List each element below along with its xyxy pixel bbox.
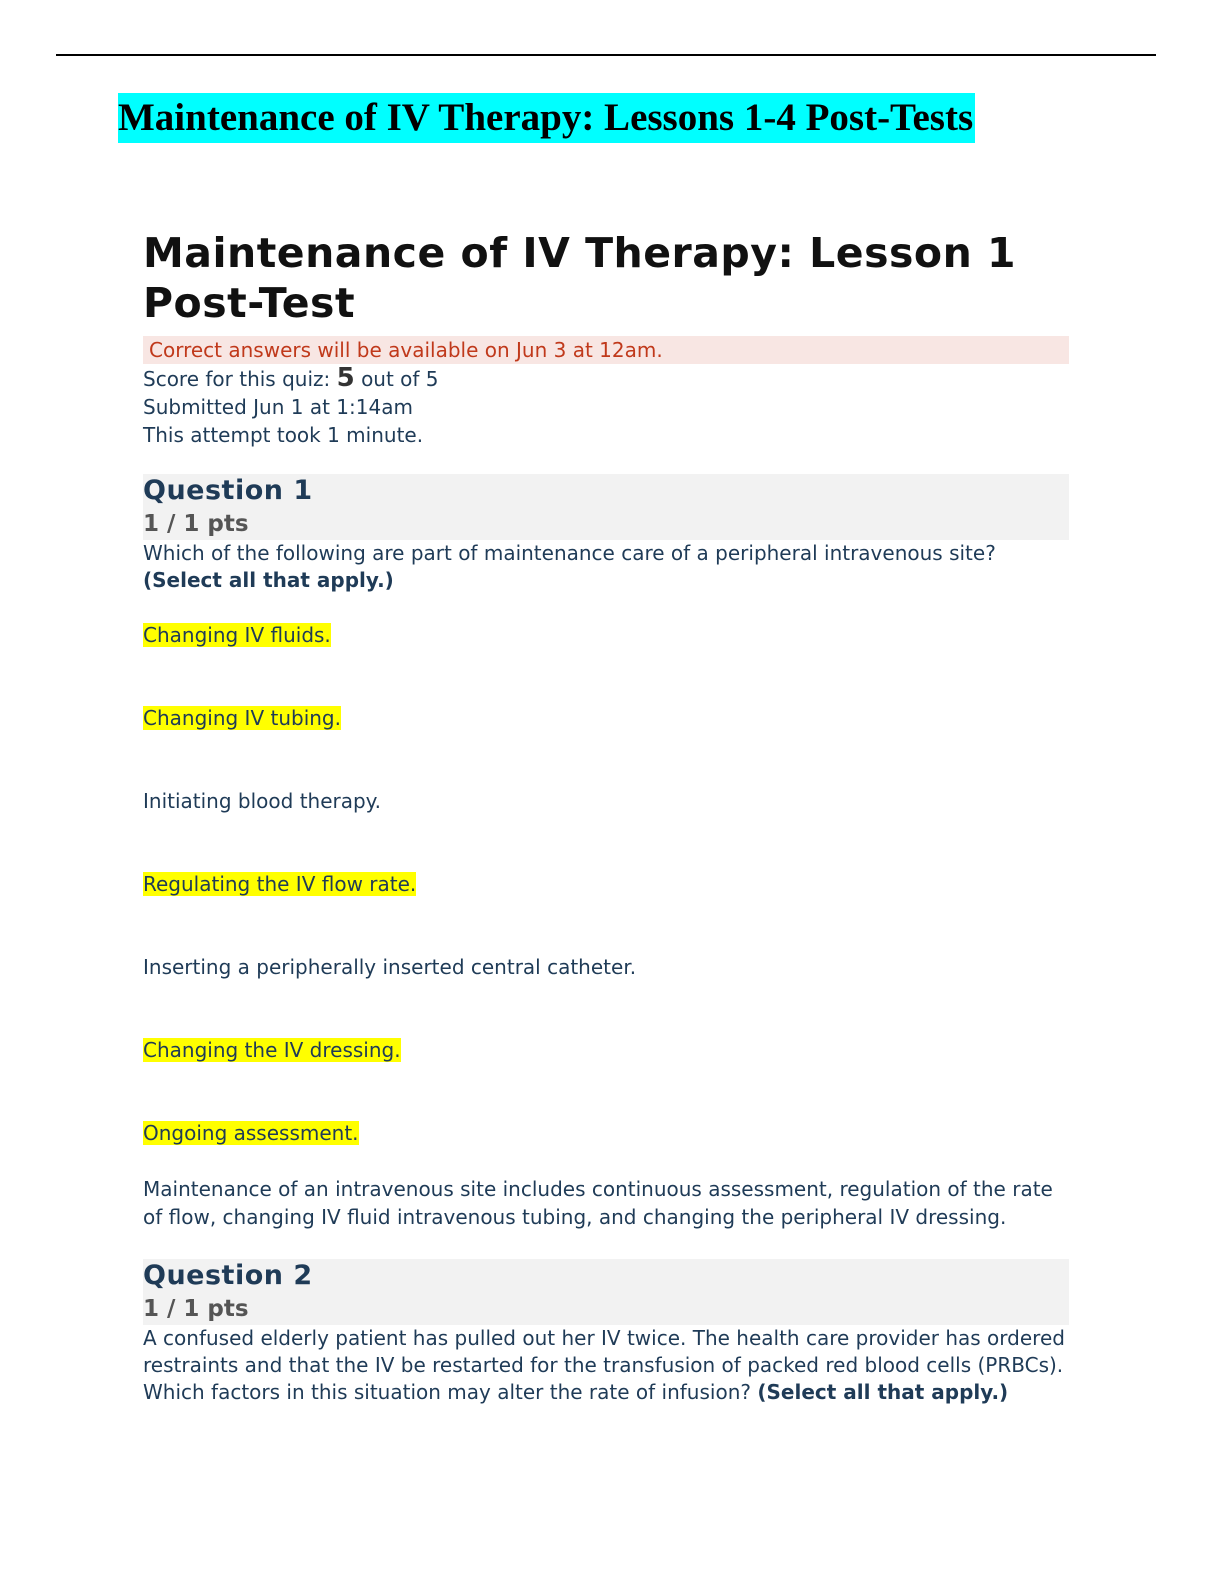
- question-header: [143, 1259, 1069, 1325]
- quiz-title-line1: Maintenance of IV Therapy: Lesson 1: [143, 229, 1017, 277]
- answer-option: [143, 622, 1069, 705]
- answer-option: [143, 705, 1069, 788]
- top-rule: [56, 54, 1156, 56]
- document-title: Maintenance of IV Therapy: Lessons 1-4 Post-Tests: [118, 93, 975, 143]
- answer-list: [143, 622, 1069, 1161]
- question-text: [143, 540, 1069, 594]
- answer-option: [143, 871, 1069, 954]
- answer-text: Changing IV fluids.: [143, 623, 331, 647]
- question-points: 1 / 1 pts: [143, 1296, 249, 1322]
- question-1: [143, 474, 1069, 1231]
- quiz-meta: [143, 364, 1069, 449]
- answer-text: Regulating the IV flow rate.: [143, 872, 417, 896]
- question-header: [143, 474, 1069, 540]
- answer-text: Ongoing assessment.: [143, 1121, 359, 1145]
- question-2: [143, 1259, 1069, 1406]
- score-line: [143, 364, 1069, 393]
- answer-option: [143, 1120, 1069, 1161]
- quiz-title-line2: Post-Test: [143, 279, 356, 327]
- duration-line: This attempt took 1 minute.: [143, 423, 424, 447]
- question-title: Question 2: [143, 1260, 313, 1291]
- quiz-content: [143, 228, 1069, 1406]
- score-label: Score for this quiz:: [143, 367, 331, 391]
- answer-option: [143, 954, 1069, 1037]
- quiz-title: [143, 228, 1069, 328]
- answer-text: Changing IV tubing.: [143, 706, 341, 730]
- answer-option: [143, 1037, 1069, 1120]
- correct-answers-notice: Correct answers will be available on Jun 3 at 12am.: [143, 336, 1069, 364]
- score-value: 5: [336, 363, 355, 393]
- answer-text: Changing the IV dressing.: [143, 1038, 401, 1062]
- answer-option: [143, 788, 1069, 871]
- answer-feedback: Maintenance of an intravenous site includes continuous assessment, regulation of the rate of flow, changing IV fluid intravenous tubing, and changing the peripheral IV dressing.: [143, 1177, 1053, 1229]
- question-title: Question 1: [143, 475, 313, 506]
- question-instruction: (Select all that apply.): [757, 1380, 1009, 1404]
- question-text: [143, 1325, 1069, 1406]
- question-instruction: (Select all that apply.): [143, 568, 394, 592]
- question-points: 1 / 1 pts: [143, 511, 249, 537]
- question-prompt: A confused elderly patient has pulled out her IV twice. The health care provider has ordered restraints and that the IV be restarted for the transfusion of packed red blood cells (PRBCs). Which factors in this situation may alter the rate of infusion?: [143, 1326, 1065, 1404]
- submitted-line: Submitted Jun 1 at 1:14am: [143, 395, 413, 419]
- score-suffix: out of 5: [361, 367, 439, 391]
- answer-text: Inserting a peripherally inserted central catheter.: [143, 955, 637, 979]
- answer-text: Initiating blood therapy.: [143, 789, 382, 813]
- question-prompt: Which of the following are part of maintenance care of a peripheral intravenous site?: [143, 541, 996, 565]
